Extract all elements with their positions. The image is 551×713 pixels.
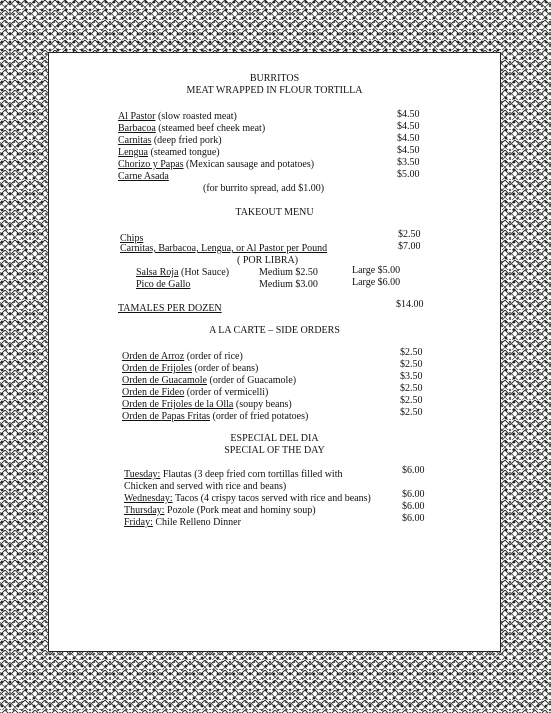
menu-item: Tuesday: Flautas (3 deep fried corn tortillas filled with	[124, 469, 343, 480]
item-price: $6.00	[402, 513, 425, 524]
item-price: $4.50	[397, 145, 420, 156]
item-price: $5.00	[397, 169, 420, 180]
takeout-title: TAKEOUT MENU	[235, 207, 314, 218]
menu-item: Orden de Papas Fritas (order of fried potatoes)	[122, 411, 309, 422]
menu-item: Carne Asada	[118, 171, 169, 182]
item-price: $2.50	[400, 407, 423, 418]
item-price: $4.50	[397, 121, 420, 132]
menu-item: Barbacoa (steamed beef cheek meat)	[118, 123, 266, 134]
item-price: $2.50	[400, 359, 423, 370]
menu-item: Thursday: Pozole (Pork meat and hominy soup)	[124, 505, 316, 516]
menu-page	[48, 52, 501, 652]
item-price: $14.00	[396, 299, 424, 310]
menu-item: Chips	[120, 233, 144, 244]
menu-item: Carnitas, Barbacoa, Lengua, or Al Pastor per Pound	[120, 243, 328, 254]
menu-item: Lengua (steamed tongue)	[118, 147, 220, 158]
menu-item: Chicken and served with rice and beans)	[124, 481, 287, 492]
menu-item: Orden de Arroz (order of rice)	[122, 351, 243, 362]
menu-item: Pico de Gallo	[136, 279, 191, 290]
menu-item: Chorizo y Papas (Mexican sausage and potatoes)	[118, 159, 315, 170]
item-price: Medium $2.50	[259, 267, 318, 278]
item-price: $2.50	[400, 347, 423, 358]
menu-item: Orden de Guacamole (order of Guacamole)	[122, 375, 297, 386]
item-price: $6.00	[402, 465, 425, 476]
item-price: $2.50	[398, 229, 421, 240]
item-price: $4.50	[397, 109, 420, 120]
menu-item: Carnitas (deep fried pork)	[118, 135, 222, 146]
especial-title: ESPECIAL DEL DIA	[230, 433, 319, 444]
menu-item: TAMALES PER DOZEN	[118, 303, 222, 314]
item-price: $3.50	[400, 371, 423, 382]
menu-item: Orden de Frijoles de la Olla (soupy beans)	[122, 399, 292, 410]
item-price: $6.00	[402, 489, 425, 500]
item-price: $7.00	[398, 241, 421, 252]
menu-item: Friday: Chile Relleno Dinner	[124, 517, 241, 528]
alacarte-title: A LA CARTE – SIDE ORDERS	[209, 325, 340, 336]
menu-item: Orden de Frijoles (order of beans)	[122, 363, 259, 374]
item-price: $3.50	[397, 157, 420, 168]
item-price: Medium $3.00	[259, 279, 318, 290]
burritos-title: BURRITOS	[249, 73, 300, 84]
item-price: $2.50	[400, 395, 423, 406]
item-price: Large $5.00	[352, 265, 401, 276]
menu-item: Orden de Fideo (order of vermicelli)	[122, 387, 269, 398]
burrito-spread-note: (for burrito spread, add $1.00)	[203, 183, 325, 194]
item-price: $4.50	[397, 133, 420, 144]
menu-item: Wednesday: Tacos (4 crispy tacos served with rice and beans)	[124, 493, 371, 504]
menu-item: Salsa Roja (Hot Sauce)	[136, 267, 230, 278]
item-price: $2.50	[400, 383, 423, 394]
item-price: Large $6.00	[352, 277, 401, 288]
burritos-subtitle: MEAT WRAPPED IN FLOUR TORTILLA	[186, 85, 363, 96]
menu-item: Al Pastor (slow roasted meat)	[118, 111, 237, 122]
especial-subtitle: SPECIAL OF THE DAY	[224, 445, 325, 456]
por-libra-label: ( POR LIBRA)	[237, 255, 299, 266]
item-price: $6.00	[402, 501, 425, 512]
